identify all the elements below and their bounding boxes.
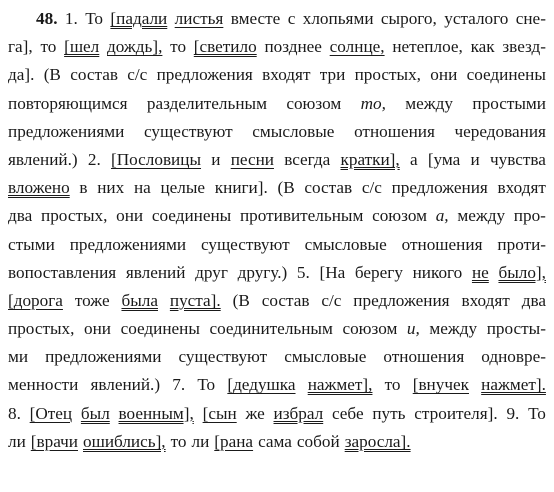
italic-conjunction: и, (406, 319, 420, 339)
word: про- (513, 206, 546, 226)
word: хлопьями (302, 9, 374, 28)
word: состав (70, 65, 118, 85)
word: повторяющимся (8, 93, 128, 113)
underlined-word: военным], (118, 403, 194, 423)
word: как (470, 37, 495, 57)
underlined-word: ошиблись], (83, 431, 166, 451)
word: вместе (230, 9, 281, 28)
word: они (116, 206, 144, 226)
italic-conjunction: а, (435, 206, 449, 226)
underlined-word: [падали (110, 9, 168, 28)
word: простых, (41, 206, 108, 226)
word: они (430, 65, 458, 85)
word: с (287, 9, 296, 28)
text-line (8, 61, 546, 89)
word: то (170, 431, 187, 451)
text-line (8, 90, 546, 118)
word: (В (277, 178, 295, 198)
underlined-word: нажмет]. (481, 375, 546, 395)
word: ли (191, 431, 210, 451)
word: между (457, 206, 506, 226)
underlined-word: был (80, 403, 110, 423)
word: предложения (353, 290, 450, 310)
word: входят (497, 178, 546, 198)
word: 7. (172, 375, 186, 395)
word: путь (372, 403, 406, 423)
word: а (409, 149, 418, 169)
word: [ума (427, 149, 461, 169)
word: собой (296, 431, 340, 451)
word: сама (258, 431, 292, 451)
word: предложениями (45, 347, 162, 367)
word: явлений.) (8, 149, 78, 169)
underlined-word: [дедушка (227, 375, 296, 395)
underlined-word: песни (230, 149, 274, 169)
underlined-word: пуста]. (169, 290, 221, 310)
word: сырого, (380, 9, 437, 28)
word: то (170, 37, 187, 57)
word: 9. (506, 403, 520, 423)
word: три (319, 65, 346, 85)
word: (В (43, 65, 61, 85)
text-line (8, 400, 546, 428)
word: соединены (466, 65, 546, 85)
word: себе (331, 403, 364, 423)
word: 2. (87, 149, 101, 169)
underlined-word: [дорога (8, 290, 63, 310)
word: строителя]. (414, 403, 498, 423)
text-line (8, 259, 546, 287)
word: союзом (286, 93, 342, 113)
word: состав (304, 178, 353, 198)
text-line (8, 118, 546, 146)
word: же (245, 403, 265, 423)
underlined-word: кратки], (340, 149, 400, 169)
underlined-word: [шел (64, 37, 100, 57)
underlined-word: [внучек (412, 375, 469, 395)
text-line (8, 202, 546, 230)
text-line (8, 33, 546, 61)
exercise-number: 48. (36, 9, 58, 28)
word: звезд- (502, 37, 546, 57)
word: 8. (8, 403, 21, 423)
word: существуют (143, 121, 233, 141)
word: простых, (354, 65, 421, 85)
word: друг (195, 262, 228, 282)
underlined-word: [рана (214, 431, 254, 451)
underlined-word: [светило (193, 37, 257, 57)
underlined-word: [Пословицы (110, 149, 202, 169)
word: и (470, 149, 480, 169)
italic-conjunction: то, (360, 93, 386, 113)
word: то (384, 375, 401, 395)
underlined-word: листья (174, 9, 224, 28)
underlined-word: [врачи (30, 431, 78, 451)
word: соединены (120, 319, 200, 339)
word: между (405, 93, 454, 113)
underlined-word: было], (498, 262, 546, 282)
word: с/с (127, 65, 148, 85)
word: целые (160, 178, 206, 198)
word: проти- (497, 234, 546, 254)
word: (В (232, 290, 250, 310)
underlined-word: нажмет], (307, 375, 373, 395)
word: между (429, 319, 478, 339)
word: тоже (74, 290, 110, 310)
word: союзом (342, 319, 398, 339)
underlined-word: заросла]. (344, 431, 411, 451)
word: чувства (489, 149, 546, 169)
word: берегу (354, 262, 403, 282)
word: га], (8, 37, 33, 57)
word: [На (319, 262, 346, 282)
word: смысловые (284, 347, 367, 367)
text-line (8, 315, 546, 343)
underlined-word: дождь], (107, 37, 163, 57)
word: То (85, 9, 103, 28)
word: отношения (383, 347, 465, 367)
text-line (8, 287, 546, 315)
word: два (521, 290, 546, 310)
word: простых, (8, 319, 75, 339)
word: два (8, 206, 33, 226)
word: нетеплое, (392, 37, 463, 57)
underlined-word: избрал (273, 403, 324, 423)
word: То (528, 403, 546, 423)
underlined-word: солнце, (329, 37, 385, 57)
word: вопоставления (8, 262, 117, 282)
text-line (8, 231, 546, 259)
word: предложения (391, 178, 488, 198)
word: противительным (239, 206, 364, 226)
word: стыми (8, 234, 55, 254)
word: них (97, 178, 125, 198)
word: менности (8, 375, 79, 395)
text-line (8, 343, 546, 371)
word: на (133, 178, 151, 198)
word: они (83, 319, 111, 339)
word: предложениями (8, 121, 125, 141)
underlined-word: вложено (8, 178, 70, 198)
word: книги]. (214, 178, 268, 198)
word: предложениями (69, 234, 187, 254)
word: явлений.) (90, 375, 161, 395)
word: ли (8, 431, 26, 451)
word: существуют (178, 347, 268, 367)
word: союзом (372, 206, 427, 226)
word: усталого (444, 9, 509, 28)
word: разделительным (146, 93, 267, 113)
word: с/с (321, 290, 342, 310)
word: другу.) (237, 262, 288, 282)
text-line (8, 5, 546, 33)
word: одновре- (481, 347, 546, 367)
word: входят (461, 290, 510, 310)
word: позднее (264, 37, 322, 57)
word: входят (262, 65, 311, 85)
word: явлений (125, 262, 186, 282)
word: то (40, 37, 57, 57)
word: всегда (284, 149, 331, 169)
word: в (79, 178, 88, 198)
word: отношения (354, 121, 435, 141)
word: с/с (361, 178, 382, 198)
exercise-text (8, 5, 546, 456)
text-line (8, 174, 546, 202)
word: состав (261, 290, 310, 310)
text-line (8, 428, 546, 456)
word: соединительным (209, 319, 333, 339)
word: То (197, 375, 216, 395)
word: смысловые (252, 121, 335, 141)
word: да]. (8, 65, 35, 85)
word: соединены (151, 206, 232, 226)
word: предложения (156, 65, 253, 85)
word: и (211, 149, 221, 169)
text-line (8, 371, 546, 399)
text-line (8, 146, 546, 174)
word: 5. (296, 262, 310, 282)
word: сне- (515, 9, 546, 28)
underlined-word: не (471, 262, 489, 282)
word: простыми (472, 93, 546, 113)
underlined-word: была (121, 290, 158, 310)
word: просты- (486, 319, 546, 339)
underlined-word: [сын (202, 403, 237, 423)
word: 1. (64, 9, 78, 28)
word: чередования (454, 121, 546, 141)
underlined-word: [Отец (29, 403, 73, 423)
word: отношения (401, 234, 483, 254)
word: существуют (200, 234, 290, 254)
word: смысловые (304, 234, 387, 254)
word: ми (8, 347, 29, 367)
word: никого (412, 262, 463, 282)
